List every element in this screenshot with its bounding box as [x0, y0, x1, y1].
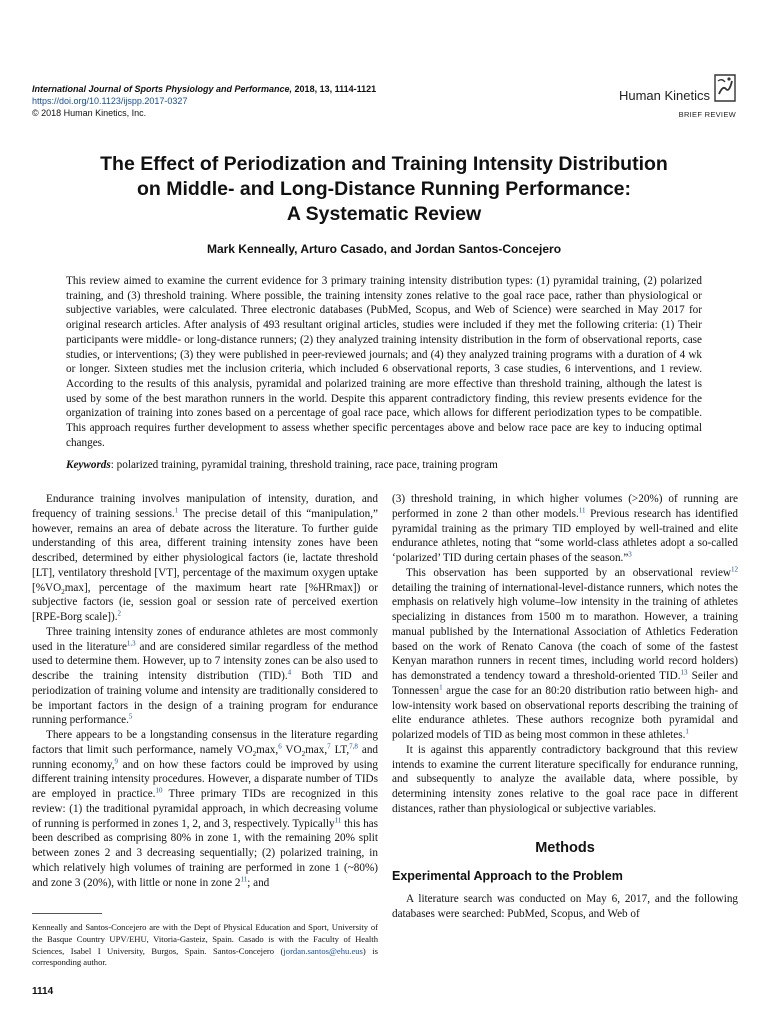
citation-ref[interactable]: 1: [685, 727, 689, 736]
citation-ref[interactable]: 10: [155, 786, 163, 795]
copyright: © 2018 Human Kinetics, Inc.: [32, 108, 147, 118]
body-paragraph: [32, 728, 378, 890]
title-line: on Middle- and Long-Distance Running Performance:: [136, 178, 631, 200]
text-run: Endurance training involves manipulation of intensity, duration, and frequency of training sessions.: [32, 493, 378, 520]
citation-ref[interactable]: 6: [278, 742, 282, 751]
citation-ref[interactable]: 1: [439, 683, 443, 692]
text-run: VO: [281, 743, 302, 756]
text-run: LT,: [330, 743, 350, 756]
article-type: BRIEF REVIEW: [678, 110, 736, 119]
body-paragraph: A literature search was conducted on May 6, 2017, and the following databases were searched: PubMed, Scopus, and Web of: [392, 893, 738, 920]
footnote-text: ) is corresponding author.: [32, 945, 378, 968]
citation-ref[interactable]: 13: [680, 668, 688, 677]
text-run: Both TID and periodization of training volume and intensity are traditionally considered to be important factors in the design of a training program for endurance running performance.: [32, 670, 378, 727]
text-run: this has been described as comprising 80% in zone 1, with the remaining 20% split between zones 2 and 3 decreasing sequentially; (2) polarized training, in which relatively high volumes of training are performed in zone 1 (~80%) and zone 3 (20%), with little or none in zone 2: [32, 817, 379, 889]
body-paragraph: [32, 625, 378, 728]
text-run: and are considered similar regardless of the method used to determine them. However, up to 7 intensity zones can be also used to describe the training intensity distribution (TID).: [32, 640, 378, 682]
subscript: 2: [61, 587, 65, 596]
right-column: [392, 492, 738, 922]
human-kinetics-logo-icon: [712, 72, 738, 104]
article-title: [40, 152, 728, 227]
abstract: This review aimed to examine the current evidence for 3 primary training intensity distribution types: (1) pyramidal training, (2) polarized training, and (3) threshold training. Where possible, the training intensity zones relative to the goal race pace, rather than physiological or subjective variables, were calculated. Three electronic databases (PubMed, Scopus, and Web of Science) were searched in May 2017 for original research articles. After analysis of 493 resultant original articles, studies were included if they met the following criteria: (1) Their participants were middle- or long-distance runners; (2) they analyzed training intensity distribution in the form of observational reports, case studies, or interventions; (3) they were published in peer-reviewed journals; and (4) they analyzed training programs with a duration of 4 wk or longer. Sixteen studies met the inclusion criteria, which included 6 observational reports, 3 case studies, 6 interventions, and 1 review. According to the results of this analysis, pyramidal and polarized training are more effective than threshold training, although the latest is used by some of the best marathon runners in the world. Despite this apparent contradictory finding, this review presents evidence for the organization of training into zones based on a percentage of goal race pace, which allows for different periodization types to be compatible. This approach requires further development to assess whether specific percentages above and below race pace are key to inducing optimal changes.: [66, 275, 702, 449]
citation-ref[interactable]: 12: [731, 565, 738, 574]
text-run: max], percentage of the maximum heart rate [%HRmax]) or subjective factors (ie, session goal or session rate of perceived exertion [RPE-Borg scale]).: [32, 581, 378, 623]
publisher-block: [518, 72, 738, 122]
citation-ref[interactable]: 2: [117, 609, 122, 618]
body-paragraph: [392, 492, 738, 566]
citation-ref[interactable]: 5: [128, 712, 133, 721]
text-run: ; and: [247, 876, 270, 889]
publisher-name: Human Kinetics: [618, 88, 710, 103]
text-run: The precise detail of this “manipulation,” however, remains an area of debate across the literature. To further guide understanding of this area, different training intensity zones have been described, determined by either physiological factors (ie, lactate threshold [LT], ventilatory threshold [VT], percentage of the maximum oxygen uptake [%VO: [32, 507, 378, 594]
text-run: Seiler and Tonnessen: [392, 670, 739, 697]
text-run: and on how these factors could be improved by using different training intensity procedures. However, a disparate number of TIDs are employed in practice.: [32, 758, 378, 800]
body-paragraph: It is against this apparently contradictory background that this review intends to examine the current literature specifically for endurance running, and subsequently to analyze the available data, where possible, by determining intensity zones relative to the goal race pace in different distances, rather than physiological or subjective variables.: [392, 743, 738, 815]
body-paragraph: [32, 492, 378, 625]
citation-ref[interactable]: 3: [628, 550, 632, 559]
text-run: and running economy,: [32, 743, 379, 771]
text-run: max,: [256, 743, 279, 756]
footnote-divider: [32, 913, 102, 914]
title-line: The Effect of Periodization and Training Intensity Distribution: [100, 153, 668, 175]
journal-volume-pages: 2018, 13, 1114-1121: [292, 84, 377, 94]
keywords-label: Keywords: [66, 459, 111, 471]
text-run: max,: [305, 743, 328, 756]
title-line: A Systematic Review: [286, 203, 482, 225]
text-run: There appears to be a longstanding consensus in the literature regarding factors that limit such performance, namely VO: [32, 729, 378, 756]
citation-ref[interactable]: 1,3: [126, 638, 136, 647]
citation-ref[interactable]: 7,8: [349, 742, 358, 751]
author-list: Mark Kenneally, Arturo Casado, and Jordan Santos-Concejero: [206, 242, 562, 256]
keywords-text: : polarized training, pyramidal training, threshold training, race pace, training program: [110, 459, 498, 471]
citation-ref[interactable]: 7: [327, 742, 331, 751]
text-run: Previous research has identified pyramidal training as the primary TID employed by well-trained and elite endurance athletes, noting that “some world-class athletes adopt a so-called ‘polarized’ TID during certain phases of the season.”: [392, 507, 739, 564]
journal-name: International Journal of Sports Physiology and Performance,: [32, 84, 293, 94]
journal-citation: [32, 83, 376, 95]
body-paragraph: [392, 566, 738, 743]
doi-link[interactable]: https://doi.org/10.1123/ijspp.2017-0327: [32, 96, 188, 106]
subsection-heading: Experimental Approach to the Problem: [392, 869, 623, 884]
left-column: [32, 492, 378, 890]
text-run: Three primary TIDs are recognized in this review: (1) the traditional pyramidal approach, in which decreasing volume of running is performed in zones 1, 2, and 3, respectively. Typically: [32, 788, 378, 830]
affiliation-footnote: [32, 922, 378, 969]
text-run: detailing the training of international-level-distance runners, which notes the emphasis on relatively high volume–low intensity in the training of athletes specializing in distances from 1500 m to marathon. However, a training manual published by the International Association of Athletics Federation based on the work of Renato Canova (the coach of some of the fastest Kenyan marathon runners in recent times, including world record holders) has demonstrated a tendency toward a threshold-oriented TID.: [392, 581, 738, 682]
text-run: argue the case for an 80:20 distribution ratio between high- and low-intensity work based on observational reports describing the training of elite endurance athletes. These authors recognize both pyramidal and polarized models of TID as being most common in these athletes.: [392, 684, 738, 741]
citation-ref[interactable]: 1: [174, 506, 179, 515]
text-run: (3) threshold training, in which higher volumes (>20%) of running are performed in zone 2 than other models.: [392, 493, 738, 520]
keywords: [66, 458, 702, 473]
text-run: Three training intensity zones of endurance athletes are most commonly used in the literature: [32, 625, 378, 653]
text-run: This observation has been supported by an observational review: [406, 566, 731, 579]
citation-ref[interactable]: 11: [578, 506, 586, 515]
subscript: 2: [301, 749, 306, 758]
journal-header: [32, 83, 376, 119]
citation-ref[interactable]: 11: [334, 815, 342, 824]
subscript: 2: [252, 749, 257, 758]
page-number: 1114: [32, 986, 54, 997]
citation-ref[interactable]: 4: [287, 668, 292, 677]
citation-ref[interactable]: 9: [114, 756, 119, 765]
section-heading: Methods: [535, 839, 595, 856]
email-link[interactable]: jordan.santos@ehu.eus: [283, 945, 363, 956]
footnote-text: Kenneally and Santos-Concejero are with the Dept of Physical Education and Sport, University of the Basque Country UPV/EHU, Vitoria-Gasteiz, Spain. Casado is with the Faculty of Health Sciences, Isabel I University, Burgos, Spain. Santos-Concejero (: [32, 922, 378, 956]
citation-ref[interactable]: 11: [240, 874, 248, 883]
